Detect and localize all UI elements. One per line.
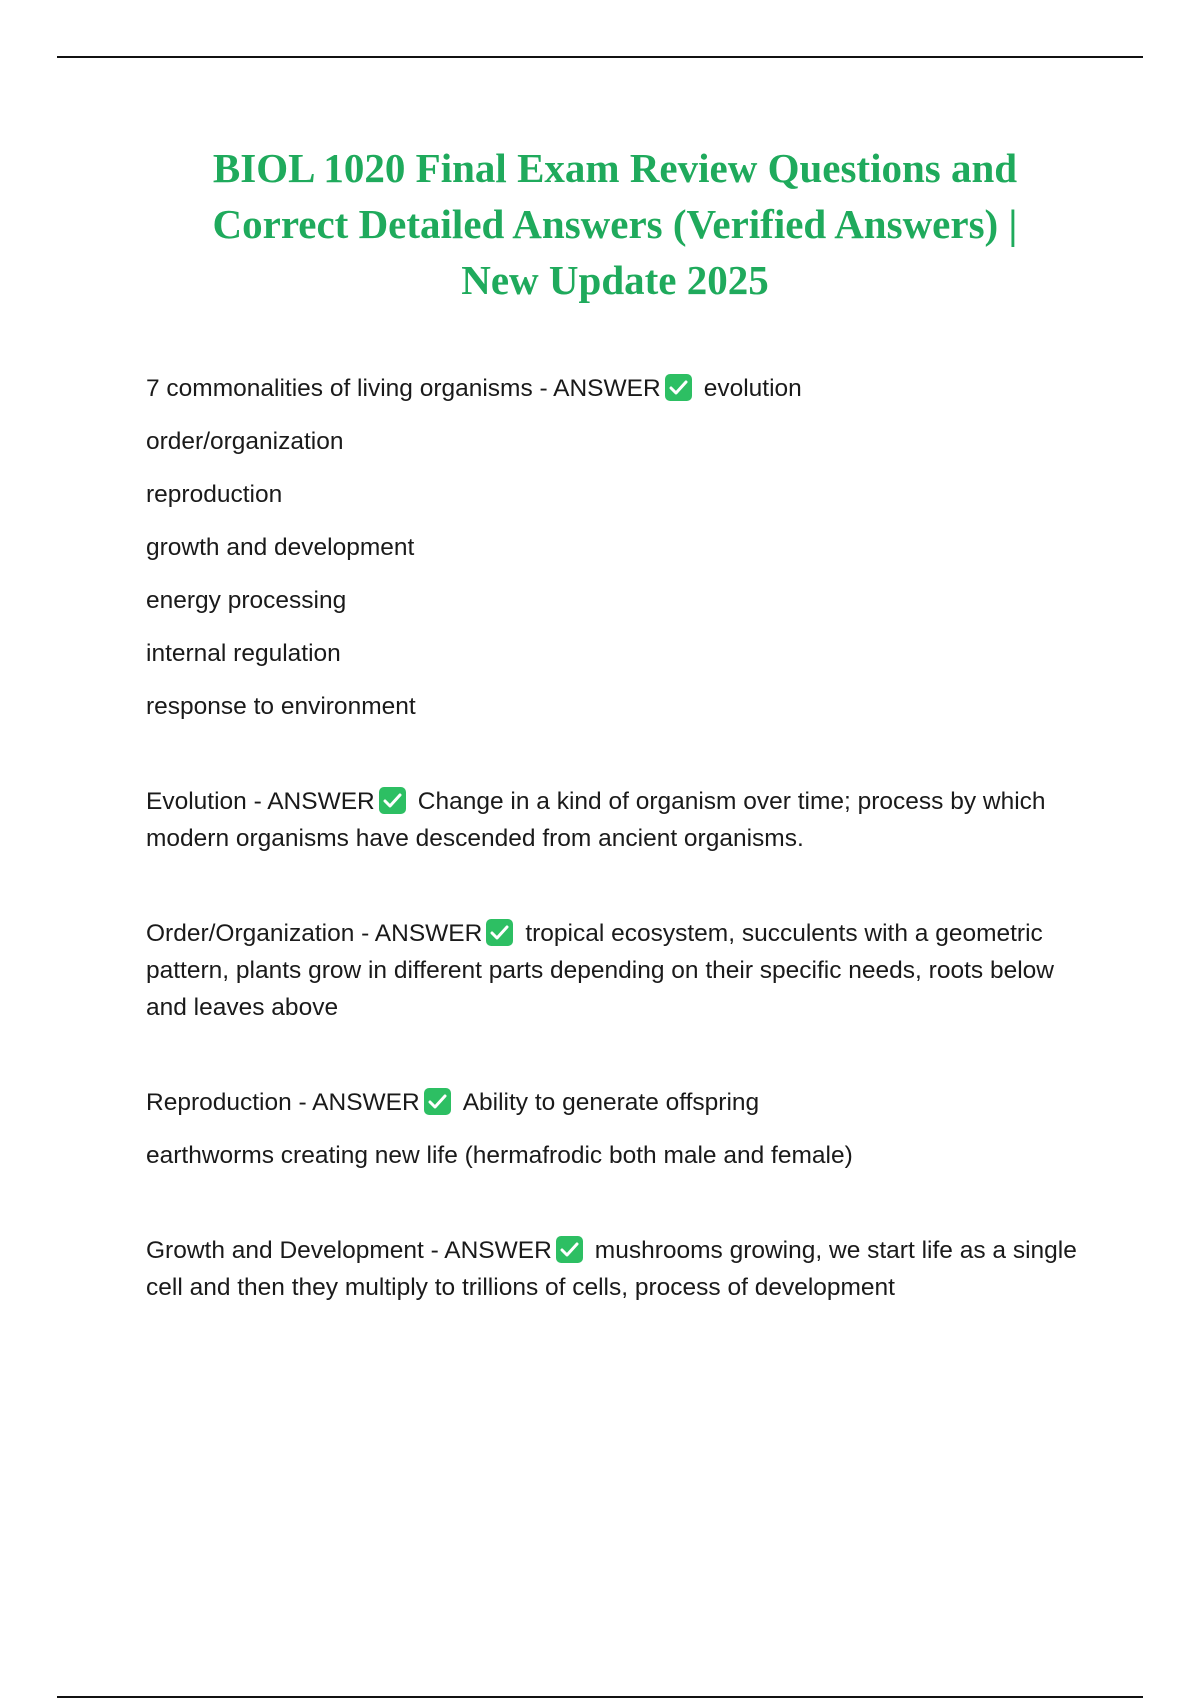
spacer (146, 1026, 1096, 1084)
qa-answer: tropical ecosystem, succulents with a geometric pattern, plants grow in different parts depending on their specific needs, roots below and leaves above (146, 920, 1054, 1021)
qa-separator: - (532, 375, 554, 402)
qa-answer: mushrooms growing, we start life as a single cell and then they multiply to trillions of cells, process of development (146, 1237, 1077, 1301)
qa-question-line (146, 1084, 1096, 1121)
qa-answer: evolution (703, 375, 802, 402)
answer-extra-line: growth and development (146, 534, 415, 561)
title-line-1: BIOL 1020 Final Exam Review Questions and (212, 145, 1018, 191)
footer-rule (57, 1696, 1143, 1698)
spacer (146, 1174, 1096, 1232)
qa-term: Evolution (146, 788, 247, 815)
qa-entry (146, 1232, 1096, 1306)
answer-extra-line: order/organization (146, 428, 344, 455)
answer-extra-line: energy processing (146, 587, 347, 614)
qa-term: 7 commonalities of living organisms (146, 375, 533, 402)
qa-question-line (146, 915, 1096, 1026)
qa-list (146, 370, 1096, 1306)
qa-term: Growth and Development (146, 1237, 424, 1264)
qa-answer: Change in a kind of organism over time; process by which modern organisms have descended from ancient organisms. (146, 788, 1046, 852)
checkmark-icon (665, 374, 692, 401)
answer-label: ANSWER (444, 1237, 552, 1264)
document-title (120, 140, 1110, 308)
qa-separator: - (423, 1237, 445, 1264)
answer-label: ANSWER (312, 1089, 420, 1116)
checkmark-icon (556, 1236, 583, 1263)
qa-separator: - (354, 920, 375, 947)
answer-label: ANSWER (553, 375, 661, 402)
qa-question-line (146, 1232, 1096, 1306)
qa-question-line (146, 370, 1096, 407)
qa-term: Reproduction (146, 1089, 292, 1116)
title-line-3: New Update 2025 (461, 257, 769, 303)
answer-extra-line: reproduction (146, 481, 283, 508)
answer-label: ANSWER (267, 788, 375, 815)
qa-entry (146, 370, 1096, 725)
spacer (146, 857, 1096, 915)
header-rule (57, 56, 1143, 58)
qa-term: Order/Organization (146, 920, 355, 947)
qa-separator: - (291, 1089, 313, 1116)
qa-entry (146, 915, 1096, 1026)
qa-entry (146, 783, 1096, 857)
checkmark-icon (486, 919, 513, 946)
answer-extra-line: earthworms creating new life (hermafrodic both male and female) (146, 1142, 853, 1169)
qa-entry (146, 1084, 1096, 1174)
qa-separator: - (246, 788, 268, 815)
checkmark-icon (379, 787, 406, 814)
answer-extra-line: internal regulation (146, 640, 341, 667)
spacer (146, 725, 1096, 783)
qa-question-line (146, 783, 1096, 857)
answer-label: ANSWER (374, 920, 483, 947)
answer-extra-line: response to environment (146, 693, 416, 720)
title-line-2: Correct Detailed Answers (Verified Answers) | (212, 201, 1018, 247)
checkmark-icon (424, 1088, 451, 1115)
qa-answer: Ability to generate offspring (462, 1089, 760, 1116)
